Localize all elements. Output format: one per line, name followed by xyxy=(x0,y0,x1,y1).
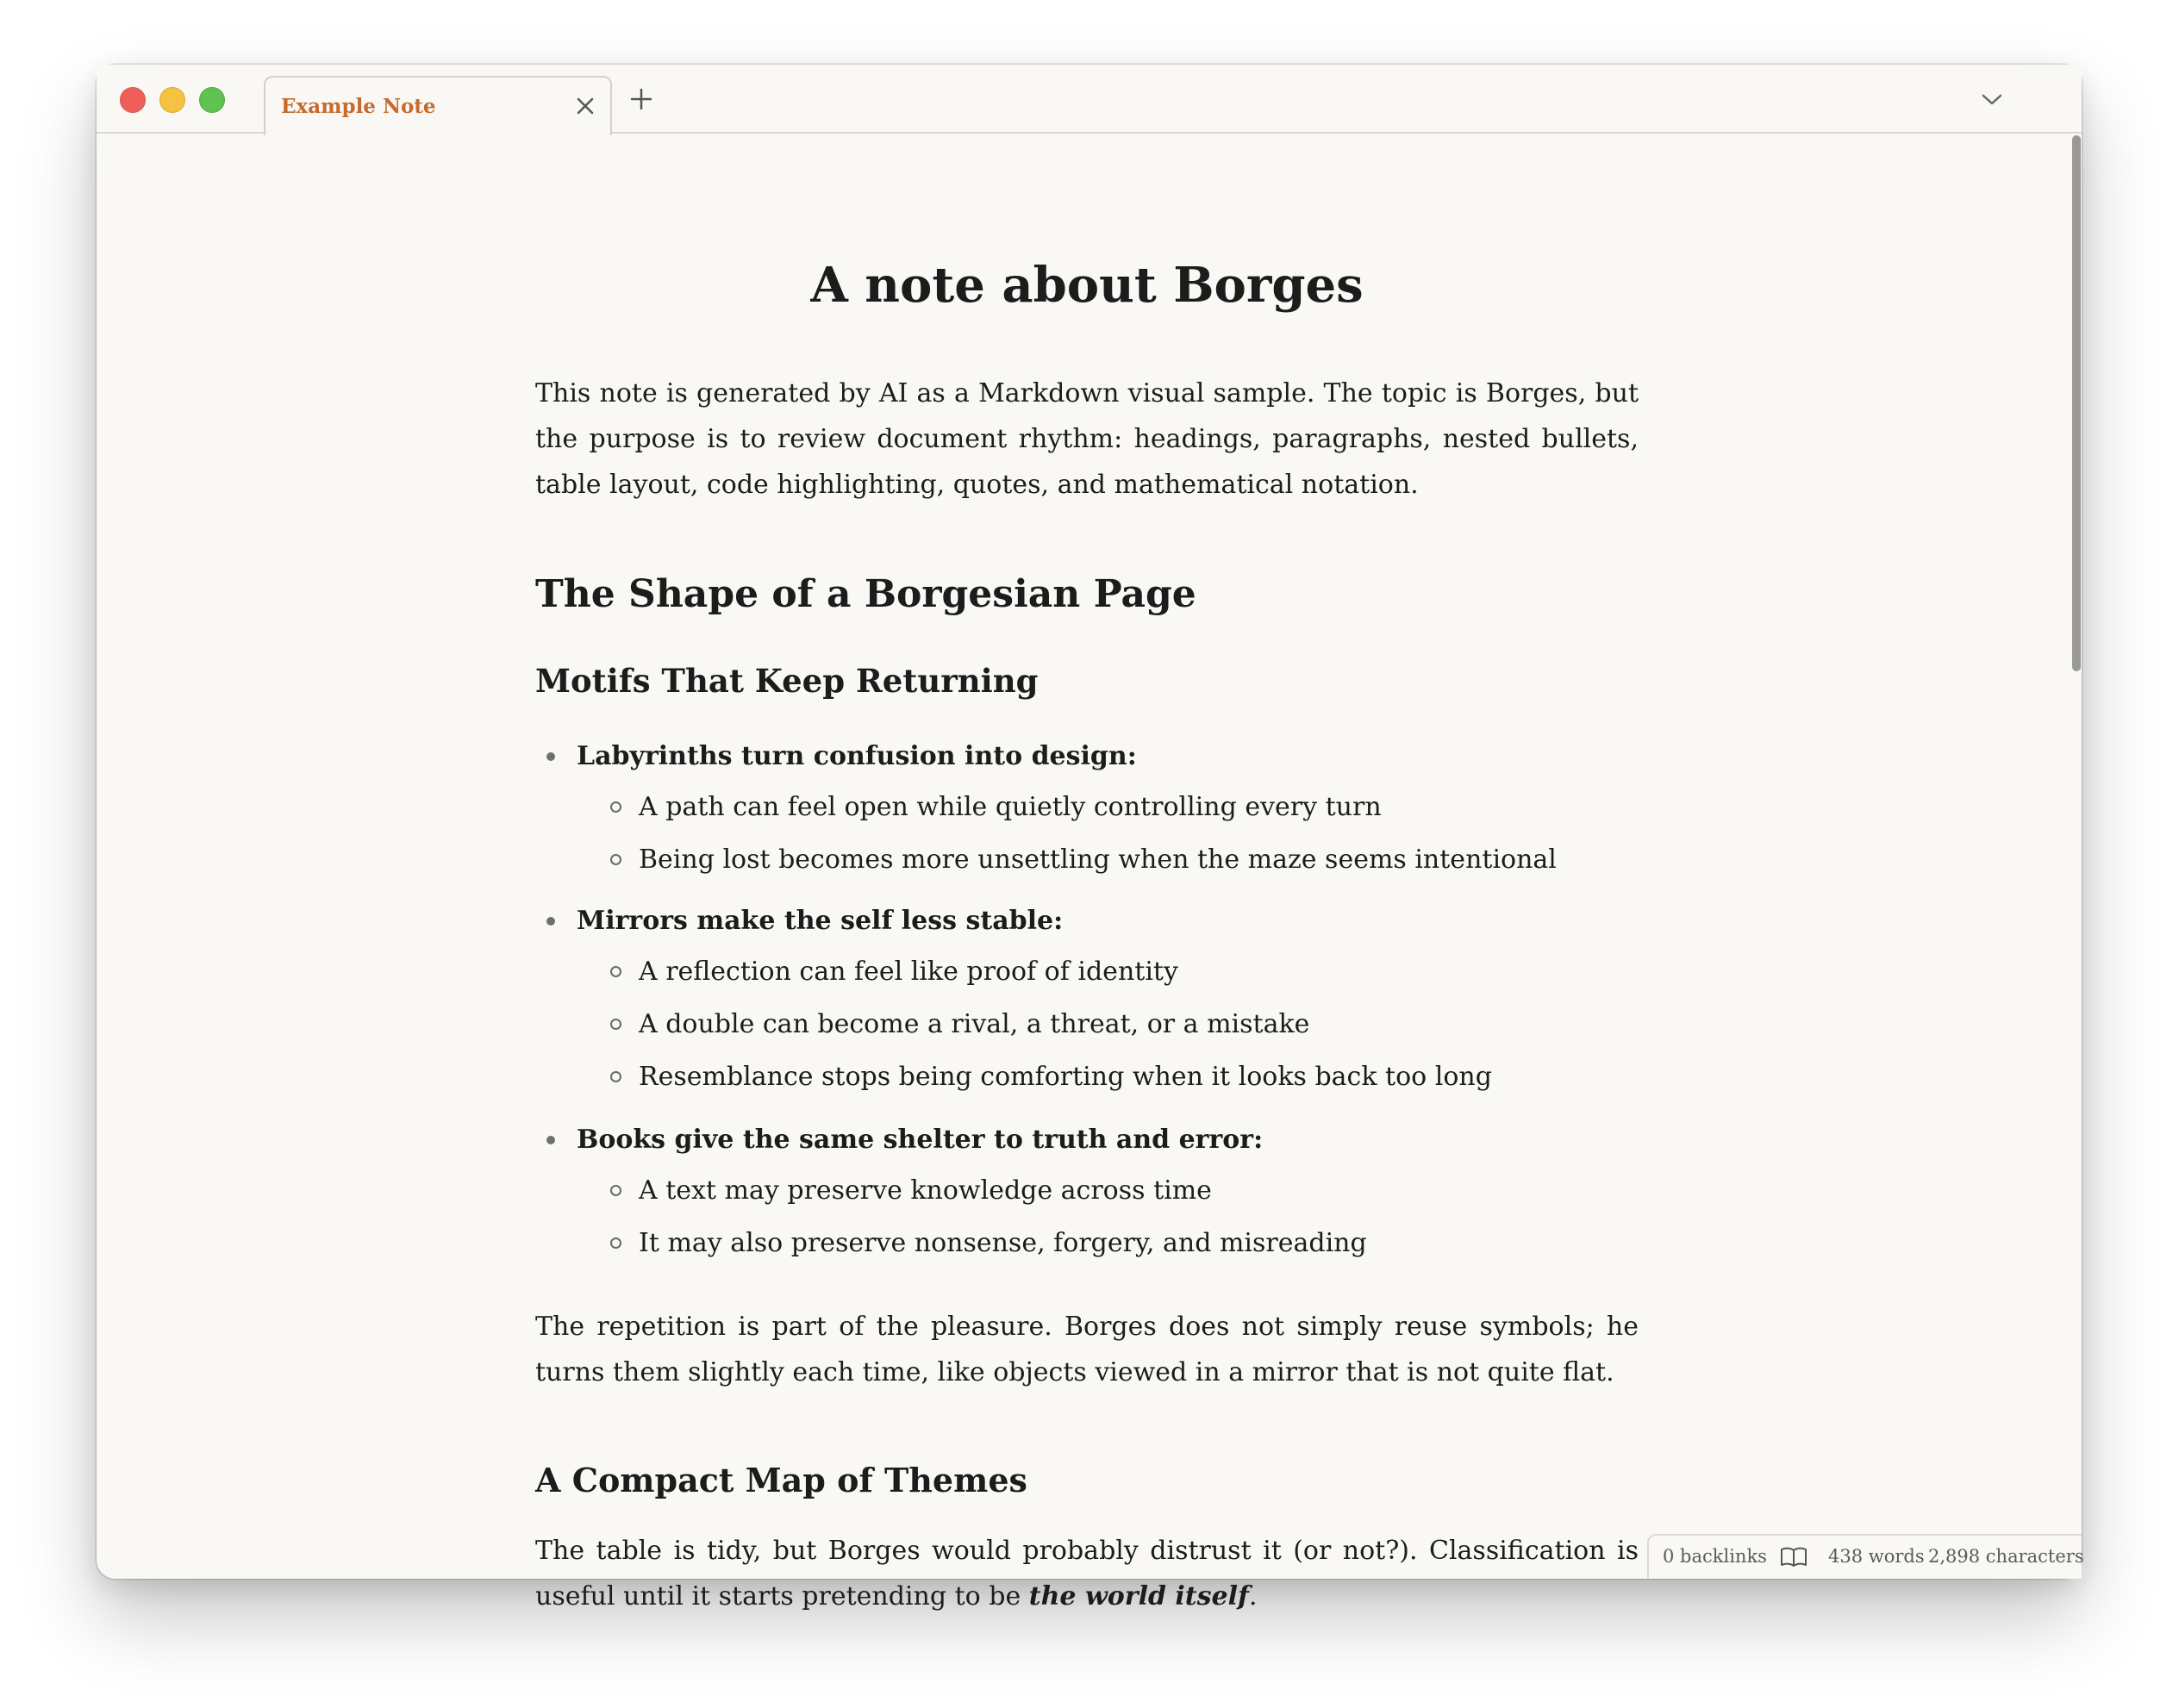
emphasis-text: the world itself xyxy=(1028,1581,1249,1611)
hollow-bullet-icon xyxy=(610,966,621,977)
close-icon[interactable] xyxy=(572,93,598,119)
word-count: 438 words xyxy=(1828,1546,1925,1567)
window-maximize-button[interactable] xyxy=(199,87,225,113)
backlinks-count[interactable]: 0 backlinks xyxy=(1663,1546,1767,1567)
hollow-bullet-icon xyxy=(610,854,621,865)
character-count: 2,898 characters xyxy=(1928,1546,2084,1567)
scrollbar-thumb[interactable] xyxy=(2072,135,2081,671)
note-title: A note about Borges xyxy=(810,257,1364,314)
plus-icon[interactable] xyxy=(628,86,654,112)
chevron-down-icon[interactable] xyxy=(1980,89,2004,109)
intro-paragraph: This note is generated by AI as a Markdown visual sample. The topic is Borges, but the purpose is to review document rhythm: headings, paragraphs, nested bullets, table layout, code highlighting, quotes, and mathematical notation. xyxy=(535,378,1639,500)
hollow-bullet-icon xyxy=(610,801,621,813)
subsection-heading: Motifs That Keep Returning xyxy=(535,662,1039,700)
hollow-bullet-icon xyxy=(610,1071,621,1082)
window-minimize-button[interactable] xyxy=(159,87,185,113)
bullet-icon xyxy=(546,917,555,926)
closing-paragraph: The repetition is part of the pleasure. Borges does not simply reuse symbols; he turns them slightly each time, like objects viewed in a mirror that is not quite flat. xyxy=(535,1312,1639,1387)
section-heading: The Shape of a Borgesian Page xyxy=(535,572,1196,616)
section-heading: A Compact Map of Themes xyxy=(535,1461,1027,1499)
hollow-bullet-icon xyxy=(610,1185,621,1196)
app-window: Example Note A note about Borges This note is generated by AI as a Markdown visual sample. The topic is Borges, but the purpose is to review document rhythm: headings, paragraphs, nested bullets, table layout, code highlighting, quotes, and mathematical notation. The Shape of a Borgesian Page Motifs That Keep Returning Labyrinths turn confusion into design: A path can feel open while quietly controlling every turn Being lost becomes more unsettling when the maze seems intentional Mirrors make the self less stable: A reflection can feel like proof of identity A double can become a rival, a threat, or a mistake Resemblance stops being comforting when it looks back too long Books give the same shelter to truth and error: A text may preserve knowledge across time It may also preserve nonsense, forgery, and misreading The repetition is part of the pleasure. Borges does not simply reuse symbols; he turns them slightly each time, like objects viewed in a mirror that is not quite flat. A Compact Map of Themes The table is tidy, but Borges would probably distrust it (or not?). Classification is useful until it starts pretending to be the world itself. 0 backlinks 438 words 2,898 characters xyxy=(97,65,2082,1579)
bullet-icon xyxy=(546,1136,555,1144)
table-intro-paragraph: The table is tidy, but Borges would probably distrust it (or not?). Classification is useful until it starts pretending to be the world itself. xyxy=(535,1536,1639,1611)
hollow-bullet-icon xyxy=(610,1237,621,1249)
book-open-icon[interactable] xyxy=(1780,1546,1808,1573)
hollow-bullet-icon xyxy=(610,1019,621,1030)
bullet-icon xyxy=(546,752,555,761)
title-bar xyxy=(97,65,2082,134)
status-bar xyxy=(1647,1534,2082,1579)
tab-title: Example Note xyxy=(281,95,436,118)
window-close-button[interactable] xyxy=(120,87,146,113)
tab-example-note[interactable] xyxy=(264,76,612,135)
